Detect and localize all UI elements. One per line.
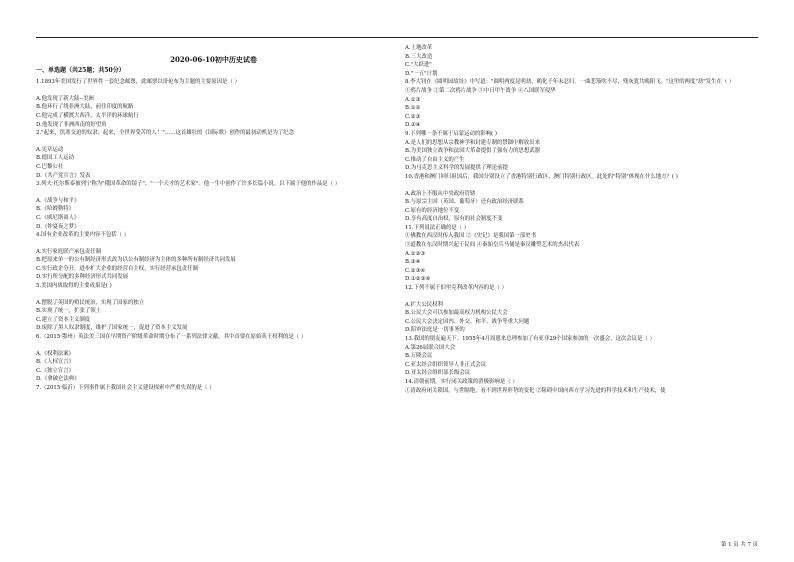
text-line: A.是人们的思想从宗教神学和封建专制的禁锢中解放出来 (405, 139, 540, 146)
text-line: 14.清朝前期，实行闭关政策的消极影响是（ ） (405, 378, 518, 385)
text-line: C.《威尼斯商人》 (36, 214, 80, 221)
text-line: B.为美国独立战争和法国大革命提供了强有力的思想武器 (405, 148, 541, 155)
text-line: A.《权利法案》 (36, 350, 74, 357)
right-column (405, 44, 760, 395)
text-line: A.第26届联合国大会 (405, 344, 456, 351)
left-column (36, 44, 391, 393)
text-line: A.实行家庭联产承包责任制 (36, 248, 101, 255)
text-line: D.他发现了非洲西南的好望角 (36, 121, 107, 128)
text-line: D.废除了黑人奴隶制度，维护了国家统一，促进了资本主义发展 (36, 325, 188, 332)
text-line: D.《仲夏夜之梦》 (36, 223, 80, 230)
text-line: 7.（2015·临沂）下列事件属于我国社会主义建设探索中严重失误的是（ ） (36, 385, 215, 391)
text-line: 13.我国的朋友遍天下。1955年4月周恩来总理参加了有亚非29个国家参加的一次盛会，这次会议是（ ） (405, 336, 655, 342)
text-line: A.摆脱了英国的殖民统治，实现了国家的独立 (36, 299, 145, 306)
text-line: D.陪审法庭是一切事务的 (405, 327, 465, 334)
text-line: 9.下列哪一条不属于启蒙运动的影响( ) (405, 130, 497, 137)
answer-space (36, 138, 391, 146)
text-line: C.原有的经济地位不变 (405, 207, 460, 214)
page-footer: 第 1 页 共 7 页 (721, 542, 758, 548)
text-line: B.③④ (405, 259, 421, 266)
text-line: 8.李大钊在《圆明园故址》中写道："圆明两度昆明劫，鹤化千年未忍归。一曲悲笳吹不尽，残灰犹共晚阳飞。"这里的两度"劫"发生在（ ） (405, 79, 735, 86)
text-line: C.②③ (405, 113, 421, 120)
text-line: D.亚太经合组织部长级会议 (405, 370, 471, 377)
text-line: D.实行所分配的多种经济形式共同发展 (36, 274, 129, 281)
header-rule (36, 37, 758, 38)
text-line: 1.1893年美国发行了世界性一套纪念邮票，此邮票以哥伦布为主题的主要原因是（ ） (36, 79, 240, 86)
text-line: C.巴黎公社 (36, 163, 64, 170)
text-line: A.《战争与和平》 (36, 197, 80, 204)
text-line: B.实现了统一，扩张了领土 (36, 308, 101, 315)
text-line: B.《哈姆勒特》 (36, 206, 75, 213)
text-line: 12.下列不属于伯里克利改革内容的是（ ） (405, 285, 507, 292)
right-lines (405, 44, 760, 395)
text-line: A.宪章运动 (36, 146, 64, 153)
text-line: A.他发现了新大陆--美洲 (36, 95, 94, 102)
text-line: ①鸦片战争 ②第二次鸦片战争 ③中日甲午战争 ④八国联军侵华 (405, 87, 556, 94)
text-line: C.推动了自由主义的产生 (405, 156, 465, 163)
text-line: D.①②③④ (405, 276, 431, 283)
text-line: ③道教在东汉时期兴起于民间 ④秦始皇兵马俑是秦汉雕塑艺术的杰出代表 (405, 242, 580, 249)
text-line: ①清政府闭关锁国，与世隔绝，看不到世界形势的变化 ②阻碍中国向西方学习先进的科学技术和生产技术，使 (405, 387, 666, 394)
answer-space (405, 293, 760, 301)
text-line: D.《拿破仑法典》 (36, 376, 80, 383)
text-line: B.万隆会议 (405, 353, 433, 360)
left-lines (36, 78, 391, 392)
section-heading: 一、单选题（共25题；共50分） (36, 66, 125, 74)
text-line: C.他完成了横渡大西洋、太平洋的环球航行 (36, 112, 139, 119)
answer-space (36, 240, 391, 248)
text-line: C.《独立宣言》 (36, 367, 74, 374)
text-line: B.《人权宣言》 (36, 359, 75, 366)
text-line: B.与原宗主国（英国、葡萄牙）还有政治经济联系 (405, 199, 524, 206)
text-line: B.德国工人运动 (36, 155, 75, 162)
text-line: C.公民大会决定国内、外交、和平、战争等重大问题 (405, 318, 530, 325)
text-line: A.①②③ (405, 250, 426, 257)
text-line: 4.国有企业改革的主要内容不包括（ ） (36, 232, 130, 239)
answer-space (36, 342, 391, 350)
exam-title: 2020-06-10初中历史试卷 (170, 55, 257, 64)
text-line: B.三大改造 (405, 53, 433, 60)
answer-space (405, 182, 760, 190)
answer-space (36, 291, 391, 299)
text-line: B.①② (405, 105, 421, 112)
text-line: A.扩大公民权利 (405, 301, 443, 308)
text-line: D."一五"计划 (405, 70, 438, 77)
text-line: D.②④ (405, 122, 421, 129)
text-line: ①佛教在西汉时传入我国 ②《史记》是我国第一部史书 (405, 233, 537, 240)
text-line: A.政治上不服从中央政府管辖 (405, 190, 476, 197)
text-line: 3.列夫·托尔斯泰被列宁称为"俄国革命的镜子"、"一个天才的艺术家"。他一生中创作了许多长篇小说。以下属于他的作品是（ ） (36, 181, 341, 188)
text-line: C.②③④ (405, 267, 426, 274)
text-line: B.把原来单一的公有制经济形式改为以公有制经济为主体的多种所有制经济共同发展 (36, 257, 236, 264)
text-line: A.土地改革 (405, 45, 433, 51)
text-line: C.亚太经合组织领导人非正式会议 (405, 361, 487, 368)
text-line: B.公民大会可以参加最高权力机构公民大会 (405, 310, 508, 317)
answer-space (36, 189, 391, 197)
text-line: 6.（2015·鄂州）英法美三国在早期资产阶级革命时期分布了一系列法律文献。其中首要在原始英王权利的是（ ） (36, 334, 307, 341)
text-line: D.为马克思主义科学的发展提供了理论前提 (405, 165, 508, 172)
text-line: C.建立了资本主义制度 (36, 316, 91, 323)
text-line: C.实行政企分开，进步扩大企业的经营自主权，实行经营承包责任制 (36, 265, 198, 272)
answer-space (36, 87, 391, 95)
text-line: C."大跃进" (405, 62, 432, 69)
text-line: 10.香港和澳门回归祖国后，我国分别设立了香港特别行政区、澳门特别行政区。此处的"特别"体现在什么地方？( ) (405, 173, 678, 180)
text-line: 2."起来，饥寒交迫的奴隶；起来，全世界受苦的人！"……这首雄壮的《国际歌》创作的最初动机是为了纪念 (36, 130, 295, 137)
text-line: 5.美国内战取得的主要成果是( ) (36, 283, 112, 290)
text-line: D.享有高度自治权，原有的社会制度不变 (405, 216, 503, 223)
text-line: 11.下列说法正确的是（ ） (405, 224, 470, 231)
text-line: A.①③ (405, 96, 421, 103)
text-line: D.《共产党宣言》发表 (36, 172, 91, 179)
text-line: B.他环行了绕非洲大陆，前往印度的航路 (36, 104, 134, 111)
